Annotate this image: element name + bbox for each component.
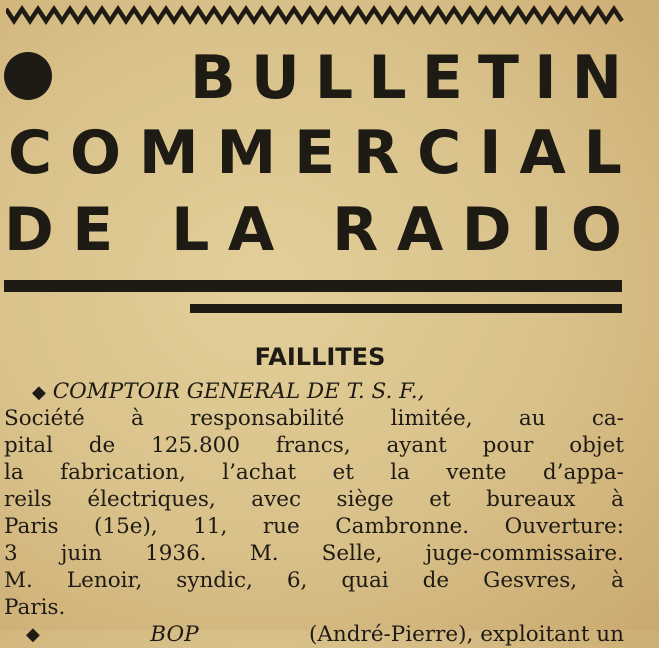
text-line: 3 juin 1936. M. Selle, juge-commissaire.: [4, 541, 624, 566]
entry-text: [4, 405, 624, 621]
diamond-bullet-icon: ◆: [26, 624, 40, 645]
diamond-bullet-icon: ◆: [32, 382, 46, 403]
text-line: Paris.: [4, 595, 66, 620]
text-line: Société à responsabilité limitée, au ca-: [4, 406, 624, 431]
divider-rule-short: [190, 304, 622, 313]
next-entry-name: BOP: [150, 622, 199, 647]
text-line: Paris (15e), 11, rue Cambronne. Ouverture:: [4, 514, 624, 539]
divider-rule-thick: [4, 280, 622, 292]
text-line: pital de 125.800 francs, ayant pour objet: [4, 433, 624, 458]
text-line: M. Lenoir, syndic, 6, quai de Gesvres, à: [4, 568, 624, 593]
article-body: [4, 378, 624, 648]
text-line: la fabrication, l’achat et la vente d’appa-: [4, 460, 624, 485]
heading-line-3: D E L A R A D I O: [4, 195, 622, 265]
entry-company: ◆ COMPTOIR GENERAL DE T. S. F.,: [4, 378, 424, 405]
next-entry-line: [4, 621, 624, 648]
heading-line-2: C O M M E R C I A L: [8, 118, 622, 188]
heading-line-1: B U L L E T I N: [190, 43, 622, 113]
zigzag-border: [6, 2, 626, 28]
bullet-dot-icon: [4, 52, 52, 100]
text-line: reils électriques, avec siège et bureaux à: [4, 487, 624, 512]
section-title: FAILLITES: [254, 343, 386, 371]
entry-heading-line: [4, 378, 624, 405]
next-entry-text: (André-Pierre), exploitant un: [309, 622, 624, 647]
